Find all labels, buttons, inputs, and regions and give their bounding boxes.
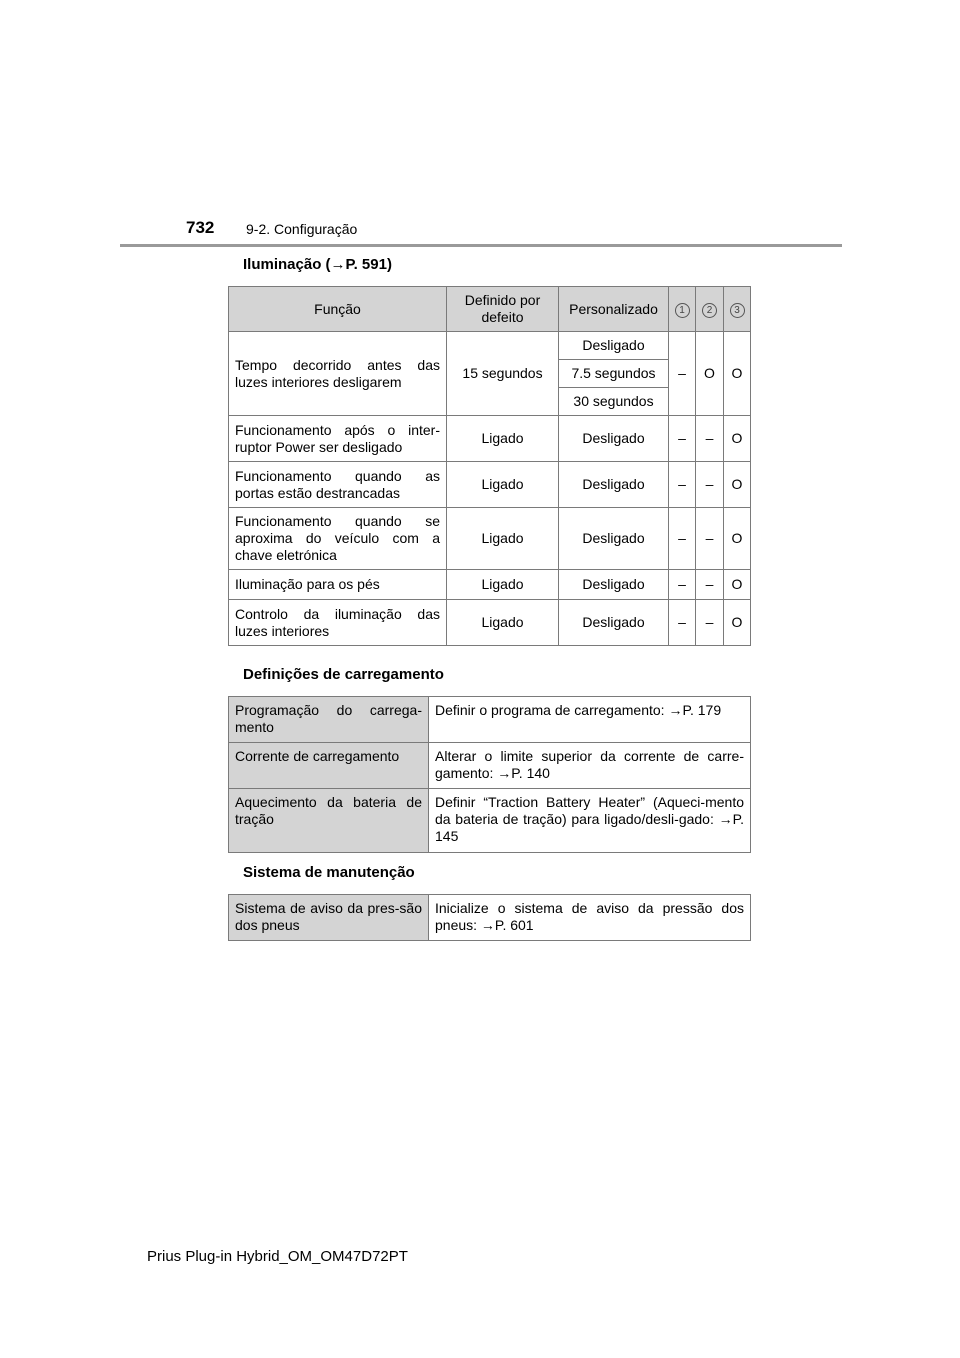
col-personalizado: Personalizado [559,287,669,332]
c3-cell: O [724,600,751,646]
custom-cell: Desligado [559,332,669,360]
maintenance-label-cell: Sistema de aviso da pres-são dos pneus [229,895,429,941]
c1-cell: – [669,600,696,646]
table-row [229,895,751,941]
lighting-section-title: Iluminação (→P. 591) [243,256,392,273]
function-cell: Funcionamento após o inter-ruptor Power ser desligado [229,416,447,462]
function-cell: Funcionamento quando se aproxima do veículo com a chave eletrónica [229,508,447,570]
lighting-table [228,286,751,646]
header-divider [120,244,842,247]
page-number: 732 [186,218,215,237]
table-row [229,332,751,360]
col-1 [669,287,696,332]
default-cell: Ligado [447,508,559,570]
maintenance-text-cell: Inicialize o sistema de aviso da pressão dos pneus: →P. 601 [429,895,751,941]
c1-cell: – [669,508,696,570]
col-2 [696,287,724,332]
table-row [229,416,751,462]
footer-document-id: Prius Plug-in Hybrid_OM_OM47D72PT [147,1248,408,1265]
c2-cell: O [696,332,724,416]
charging-text-cell: Alterar o limite superior da corrente de carre-gamento: →P. 140 [429,743,751,789]
charging-label-cell: Programação do carrega-mento [229,697,429,743]
charging-label-cell: Corrente de carregamento [229,743,429,789]
c1-cell: – [669,570,696,600]
lighting-table-header [229,287,751,332]
col-definido-por-defeito: Definido por defeito [447,287,559,332]
table-row [229,789,751,853]
default-cell: 15 segundos [447,332,559,416]
table-row [229,697,751,743]
custom-cell: Desligado [559,508,669,570]
charging-table [228,696,751,853]
c2-cell: – [696,508,724,570]
table-row [229,570,751,600]
maintenance-table [228,894,751,941]
charging-section-title: Definições de carregamento [243,666,444,683]
c1-cell: – [669,416,696,462]
c3-cell: O [724,570,751,600]
custom-cell: Desligado [559,416,669,462]
table-row [229,743,751,789]
c3-cell: O [724,416,751,462]
function-cell: Tempo decorrido antes das luzes interiores desligarem [229,332,447,416]
custom-cell: 7.5 segundos [559,360,669,388]
c3-cell: O [724,462,751,508]
default-cell: Ligado [447,600,559,646]
custom-cell: Desligado [559,570,669,600]
c3-cell: O [724,332,751,416]
c2-cell: – [696,416,724,462]
c2-cell: – [696,570,724,600]
c1-cell: – [669,332,696,416]
default-cell: Ligado [447,416,559,462]
custom-cell: Desligado [559,462,669,508]
default-cell: Ligado [447,462,559,508]
table-row [229,462,751,508]
table-row [229,600,751,646]
circled-1-icon: 1 [675,303,690,318]
maintenance-section-title: Sistema de manutenção [243,864,415,881]
default-cell: Ligado [447,570,559,600]
circled-3-icon: 3 [730,303,745,318]
custom-cell: 30 segundos [559,388,669,416]
c2-cell: – [696,600,724,646]
charging-text-cell: Definir “Traction Battery Heater” (Aqueci-mento da bateria de tração) para ligado/desli-gado: →P. 145 [429,789,751,853]
section-reference: 9-2. Configuração [246,221,358,237]
c1-cell: – [669,462,696,508]
function-cell: Iluminação para os pés [229,570,447,600]
function-cell: Controlo da iluminação das luzes interiores [229,600,447,646]
c3-cell: O [724,508,751,570]
function-cell: Funcionamento quando as portas estão destrancadas [229,462,447,508]
col-3 [724,287,751,332]
charging-text-cell: Definir o programa de carregamento: →P. 179 [429,697,751,743]
custom-cell: Desligado [559,600,669,646]
charging-label-cell: Aquecimento da bateria de tração [229,789,429,853]
circled-2-icon: 2 [702,303,717,318]
c2-cell: – [696,462,724,508]
col-funcao: Função [229,287,447,332]
table-row [229,508,751,570]
